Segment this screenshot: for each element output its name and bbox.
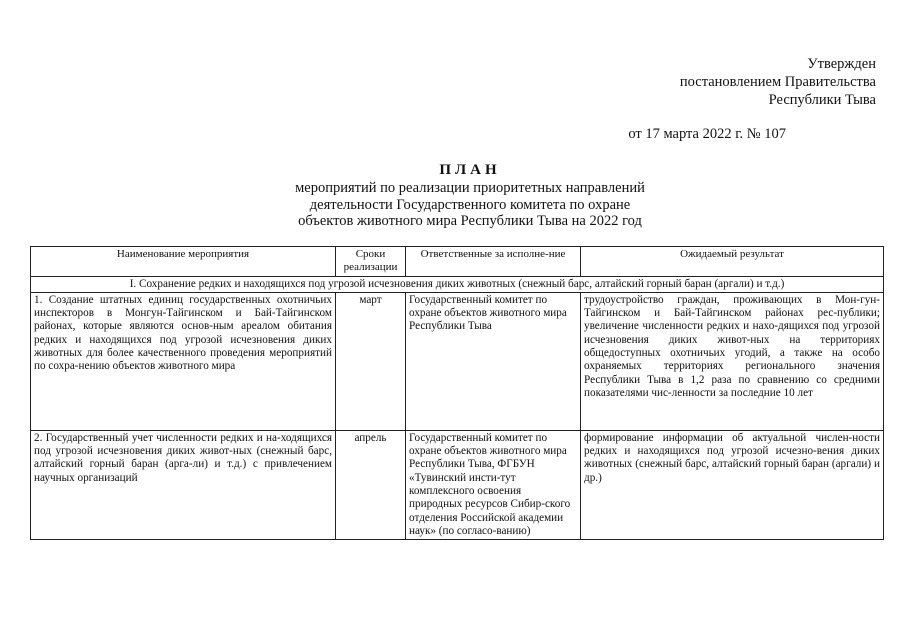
cell-activity: 2. Государственный учет численности редких и на-ходящихся под угрозой исчезновения диких живот-ных (снежный барс, алтайский горный баран (арга-ли) и т.д.) с привлечением научных организаций <box>31 430 336 539</box>
approval-line: Республики Тыва <box>768 92 876 108</box>
cell-term: апрель <box>336 430 406 539</box>
section-heading: I. Сохранение редких и находящихся под угрозой исчезновения диких животных (снежный барс, алтайский горный баран (аргали) и т.д.) <box>31 276 884 292</box>
cell-result: формирование информации об актуальной числен-ности редких и находящихся под угрозой исчезно-вения диких животных (снежный барс, алтайский горный баран (аргали) и др.) <box>581 430 884 539</box>
table-header-row <box>31 247 884 277</box>
cell-term: март <box>336 292 406 430</box>
subtitle-line: мероприятий по реализации приоритетных направлений <box>295 180 645 196</box>
approval-stamp <box>600 55 876 109</box>
column-header-responsible: Ответственные за исполне-ние <box>406 247 581 277</box>
table-row <box>31 292 884 430</box>
cell-responsible: Государственный комитет по охране объектов животного мира Республики Тыва, ФГБУН «Тувинский инсти-тут комплексного освоения природных ресурсов Сибир-ского отделения Российской академии наук» (по согласо-ванию) <box>406 430 581 539</box>
cell-activity: 1. Создание штатных единиц государственных охотничьих инспекторов в Монгун-Тайгинском и Бай-Тайгинском районах, которые являются основ-ным ареалом обитания редких и находящихся под угрозой исчезновения диких животных для более качественного проведения мероприятий по сохра-нению объектов животного мира <box>31 292 336 430</box>
subtitle-line: объектов животного мира Республики Тыва на 2022 год <box>298 213 642 229</box>
decree-reference: от 17 марта 2022 г. № 107 <box>628 126 786 142</box>
cell-responsible: Государственный комитет по охране объектов животного мира Республики Тыва <box>406 292 581 430</box>
cell-result: трудоустройство граждан, проживающих в Мон-гун-Тайгинском и Бай-Тайгинском районах рес-публики; увеличение численности редких и нахо-дящихся под угрозой исчезновения диких живот-ных на территориях общедоступных охотничьих угодий, а также на особо охраняемых территориях регионального значения Республики Тыва в 1,2 раза по сравнению со средними показателями чис-ленности за последние 10 лет <box>581 292 884 430</box>
plan-table <box>30 246 884 540</box>
table-row <box>31 430 884 539</box>
column-header-result: Ожидаемый результат <box>581 247 884 277</box>
plan-title: ПЛАН <box>439 162 501 178</box>
subtitle-line: деятельности Государственного комитета по охране <box>309 196 631 213</box>
column-header-term: Сроки реализации <box>336 247 406 277</box>
approval-line: постановлением Правительства <box>679 74 876 90</box>
section-row <box>31 276 884 292</box>
plan-subtitle <box>0 180 905 230</box>
column-header-name: Наименование мероприятия <box>31 247 336 277</box>
approval-line: Утвержден <box>807 56 876 72</box>
